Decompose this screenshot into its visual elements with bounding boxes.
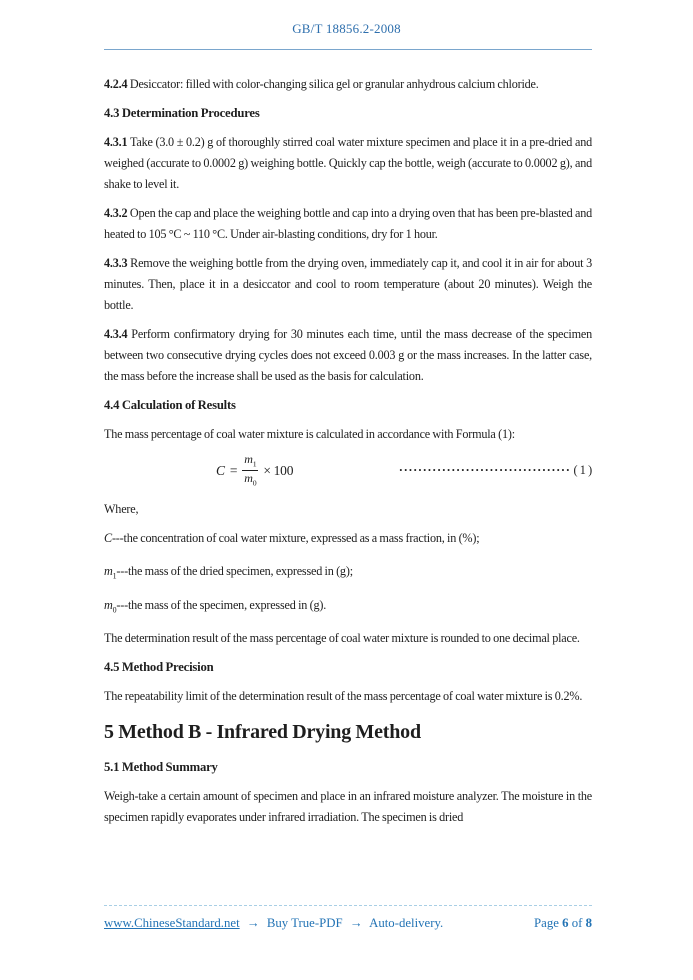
formula-expression: [216, 453, 293, 489]
footer-website-link[interactable]: www.ChineseStandard.net: [104, 916, 240, 930]
denominator-subscript: 0: [252, 478, 257, 488]
chapter-heading-5: 5 Method B - Infrared Drying Method: [104, 721, 421, 743]
clause-text: Open the cap and place the weighing bottle and cap into a drying oven that has been pre-blasted and heated to 105 °C ~ 110 °C. Under air-blasting conditions, dry for 1 hour.: [104, 206, 592, 241]
page-label: Page: [534, 916, 559, 930]
of-label: of: [571, 916, 583, 930]
paragraph-4-3-4: [104, 324, 592, 387]
right-arrow-icon: →: [349, 916, 363, 930]
paragraph-formula-intro: The mass percentage of coal water mixture is calculated in accordance with Formula (1):: [104, 427, 515, 441]
formula-equation-number: ( 1 ): [573, 463, 592, 478]
page-current: 6: [562, 916, 569, 930]
numerator-subscript: 1: [252, 459, 257, 469]
definition-variable: m: [104, 564, 113, 579]
clause-text: Remove the weighing bottle from the drying oven, immediately cap it, and cool it in air for about 3 minutes. Then, place it in a desiccator and cool to room temperature (about 20 minutes). Weigh the bottle.: [104, 256, 592, 312]
clause-label: 4.2.4: [104, 77, 128, 91]
section-heading-4-5: 4.5 Method Precision: [104, 660, 214, 674]
clause-text: Take (3.0 ± 0.2) g of thoroughly stirred coal water mixture specimen and place it in a pre-dried and weighed (accurate to 0.0002 g) weighing bottle. Quickly cap the bottle, weigh (accurate to 0.0002 g), and shake to level it.: [104, 135, 592, 191]
definition-c: [104, 528, 592, 553]
equals-sign: =: [229, 463, 238, 479]
formula-multiplier: × 100: [263, 463, 294, 479]
numerator-variable: m: [244, 452, 253, 466]
section-heading-5-1: 5.1 Method Summary: [104, 760, 218, 774]
paragraph-5-1: Weigh-take a certain amount of specimen and place in an infrared moisture analyzer. The moisture in the specimen rapidly evaporates under infrared irradiation. The specimen is dried: [104, 789, 592, 824]
clause-label: 4.3.3: [104, 256, 128, 270]
footer-promo: [104, 916, 443, 931]
right-arrow-icon: →: [246, 916, 260, 930]
paragraph-4-3-1: [104, 132, 592, 195]
page-indicator: [534, 916, 592, 931]
formula-fraction: [242, 453, 258, 489]
paragraph-4-2-4: [104, 74, 592, 95]
fraction-numerator: [242, 453, 258, 471]
formula-lhs: C: [216, 463, 225, 479]
denominator-variable: m: [244, 471, 253, 486]
definition-subscript: 1: [112, 571, 117, 581]
definition-m1: [104, 561, 592, 586]
clause-text: Perform confirmatory drying for 30 minutes each time, until the mass decrease of the specimen between two consecutive drying cycles does not exceed 0.003 g or the mass increases. In the latter case, the mass before the increase shall be used as the basis for calculation.: [104, 327, 592, 383]
clause-label: 4.3.1: [104, 135, 128, 149]
page-footer: [104, 905, 592, 931]
clause-label: 4.3.4: [104, 327, 128, 341]
paragraph-precision: The repeatability limit of the determination result of the mass percentage of coal water mixture is 0.2%.: [104, 689, 583, 703]
definition-variable: m: [104, 597, 113, 612]
clause-label: 4.3.2: [104, 206, 128, 220]
definition-text: ---the mass of the specimen, expressed in (g).: [116, 597, 327, 612]
fraction-denominator: [242, 471, 258, 488]
footer-delivery-text: Auto-delivery.: [369, 916, 444, 930]
definition-text: ---the mass of the dried specimen, expressed in (g);: [116, 564, 353, 579]
document-number: GB/T 18856.2-2008: [292, 21, 401, 36]
definition-variable: C: [104, 530, 112, 545]
paragraph-rounding: The determination result of the mass percentage of coal water mixture is rounded to one decimal place.: [104, 631, 580, 645]
section-heading-4-3: 4.3 Determination Procedures: [104, 106, 260, 120]
footer-buy-text: Buy True-PDF: [266, 916, 343, 930]
definition-subscript: 0: [112, 605, 117, 614]
definition-m0: [104, 595, 592, 620]
document-body: [0, 50, 693, 828]
section-heading-4-4: 4.4 Calculation of Results: [104, 398, 236, 412]
formula-dotted-leader: ····································: [398, 463, 571, 478]
paragraph-4-3-2: [104, 203, 592, 245]
definition-text: ---the concentration of coal water mixture, expressed as a mass fraction, in (%);: [111, 530, 480, 545]
formula-1: [104, 453, 592, 489]
paragraph-where: Where,: [104, 501, 139, 516]
paragraph-4-3-3: [104, 253, 592, 316]
page-total: 8: [585, 916, 592, 930]
clause-text: Desiccator: filled with color-changing silica gel or granular anhydrous calcium chloride.: [127, 77, 539, 91]
